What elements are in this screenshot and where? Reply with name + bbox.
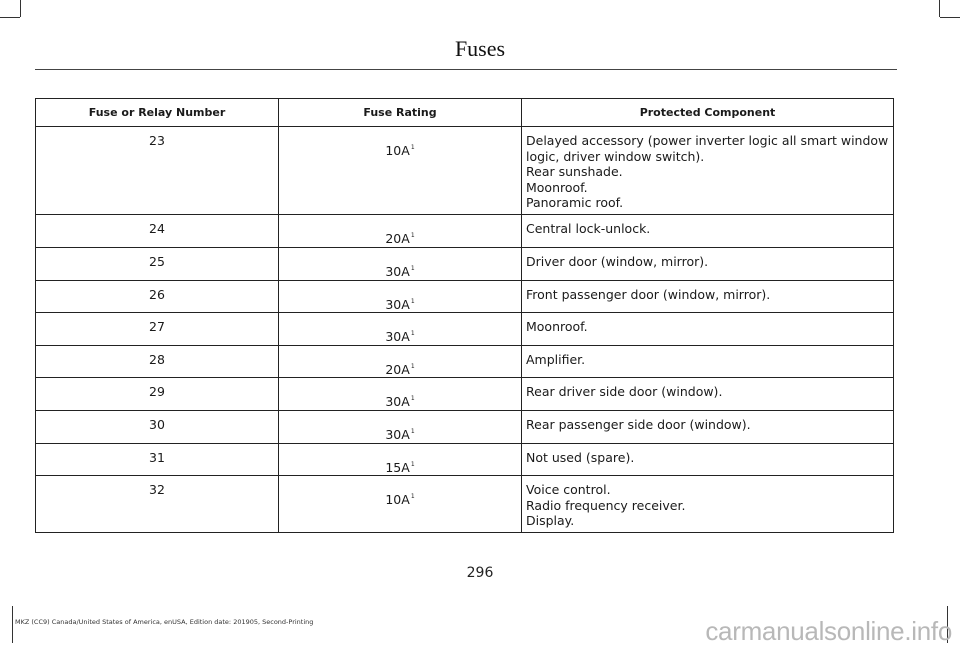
title-divider xyxy=(35,69,897,70)
page-title: Fuses xyxy=(454,36,506,61)
table-row xyxy=(36,476,894,533)
watermark: carmanualsonline.info xyxy=(705,616,952,646)
table-row xyxy=(36,313,894,346)
footnote-marker: 1 xyxy=(410,265,415,272)
crop-mark-bottom-left-v xyxy=(12,606,13,643)
footnote-marker: 1 xyxy=(410,460,415,468)
fuse-rating: 10A xyxy=(385,143,410,158)
crop-mark-top-right-h xyxy=(940,17,960,18)
table-row xyxy=(36,248,894,281)
fuse-number: 28 xyxy=(36,345,279,378)
protected-component-cell xyxy=(522,215,894,248)
fuse-rating: 20A xyxy=(385,231,410,246)
footnote-marker: 1 xyxy=(410,395,415,402)
fuse-rating-cell xyxy=(279,443,522,476)
protected-component-cell xyxy=(522,280,894,313)
table-row xyxy=(36,127,894,215)
fuse-rating: 15A xyxy=(385,459,410,475)
table-header-row xyxy=(36,99,894,127)
footnote-marker: 1 xyxy=(410,428,415,435)
fuse-rating-cell xyxy=(279,127,522,215)
table-row xyxy=(36,215,894,248)
fuse-number: 27 xyxy=(36,313,279,346)
fuse-rating: 30A xyxy=(385,394,410,409)
protected-component-cell xyxy=(522,248,894,281)
fuse-rating: 30A xyxy=(385,296,410,312)
fuse-rating: 30A xyxy=(385,264,410,279)
fuse-number: 32 xyxy=(36,476,279,533)
protected-component-line: Display. xyxy=(526,513,575,528)
protected-component-line: Radio frequency receiver. xyxy=(526,497,686,513)
fuse-number: 26 xyxy=(36,280,279,313)
page-number: 296 xyxy=(466,565,494,581)
protected-component-line: Amplifier. xyxy=(526,351,586,367)
column-header-number: Fuse or Relay Number xyxy=(36,99,279,127)
fuse-number: 30 xyxy=(36,411,279,444)
protected-component-cell xyxy=(522,313,894,346)
fuse-rating: 30A xyxy=(385,329,410,344)
protected-component-line: Driver door (window, mirror). xyxy=(526,254,709,269)
table-row xyxy=(36,443,894,476)
fuse-rating-cell xyxy=(279,411,522,444)
protected-component-line: Central lock-unlock. xyxy=(526,221,651,236)
protected-component-cell xyxy=(522,378,894,411)
column-header-component: Protected Component xyxy=(522,99,894,127)
protected-component-line: Rear driver side door (window). xyxy=(526,384,723,399)
fuse-number: 24 xyxy=(36,215,279,248)
fuse-rating: 30A xyxy=(385,427,410,442)
fuse-table-body xyxy=(36,127,894,533)
protected-component-line: Not used (spare). xyxy=(526,449,635,465)
fuse-rating: 10A xyxy=(385,492,410,507)
crop-mark-top-left-h xyxy=(0,17,20,18)
fuse-number: 25 xyxy=(36,248,279,281)
protected-component-cell xyxy=(522,443,894,476)
fuse-rating-cell xyxy=(279,378,522,411)
protected-component-line: Moonroof. xyxy=(526,179,588,195)
table-row xyxy=(36,411,894,444)
protected-component-cell xyxy=(522,127,894,215)
crop-mark-top-left-v xyxy=(20,0,21,17)
protected-component-line: Front passenger door (window, mirror). xyxy=(526,286,771,302)
footnote-marker: 1 xyxy=(410,330,415,337)
fuse-rating-cell xyxy=(279,280,522,313)
protected-component-cell xyxy=(522,476,894,533)
table-row xyxy=(36,378,894,411)
protected-component-line: Voice control. xyxy=(526,482,611,497)
protected-component-line: Moonroof. xyxy=(526,319,588,334)
footnote-marker: 1 xyxy=(410,493,415,500)
protected-component-line: Panoramic roof. xyxy=(526,195,624,210)
fuse-rating-cell xyxy=(279,345,522,378)
footnote-marker: 1 xyxy=(410,297,415,305)
fuse-number: 31 xyxy=(36,443,279,476)
protected-component-line: Rear sunshade. xyxy=(526,164,623,179)
edition-footer: MKZ (CC9) Canada/United States of America, enUSA, Edition date: 201905, Second-Printing xyxy=(15,618,314,626)
table-row xyxy=(36,345,894,378)
fuse-rating: 20A xyxy=(385,361,410,377)
crop-mark-top-right-v xyxy=(939,0,940,17)
fuse-number: 23 xyxy=(36,127,279,215)
footnote-marker: 1 xyxy=(410,362,415,370)
fuse-rating-cell xyxy=(279,476,522,533)
protected-component-line: logic, driver window switch). xyxy=(526,148,705,164)
protected-component-cell xyxy=(522,411,894,444)
protected-component-cell xyxy=(522,345,894,378)
column-header-rating: Fuse Rating xyxy=(279,99,522,127)
fuse-table xyxy=(35,98,894,533)
fuse-number: 29 xyxy=(36,378,279,411)
fuse-rating-cell xyxy=(279,215,522,248)
protected-component-line: Rear passenger side door (window). xyxy=(526,417,751,432)
fuse-rating-cell xyxy=(279,313,522,346)
footnote-marker: 1 xyxy=(410,232,415,239)
table-row xyxy=(36,280,894,313)
fuse-rating-cell xyxy=(279,248,522,281)
footnote-marker: 1 xyxy=(410,144,415,151)
protected-component-line: Delayed accessory (power inverter logic all smart window xyxy=(526,133,889,148)
